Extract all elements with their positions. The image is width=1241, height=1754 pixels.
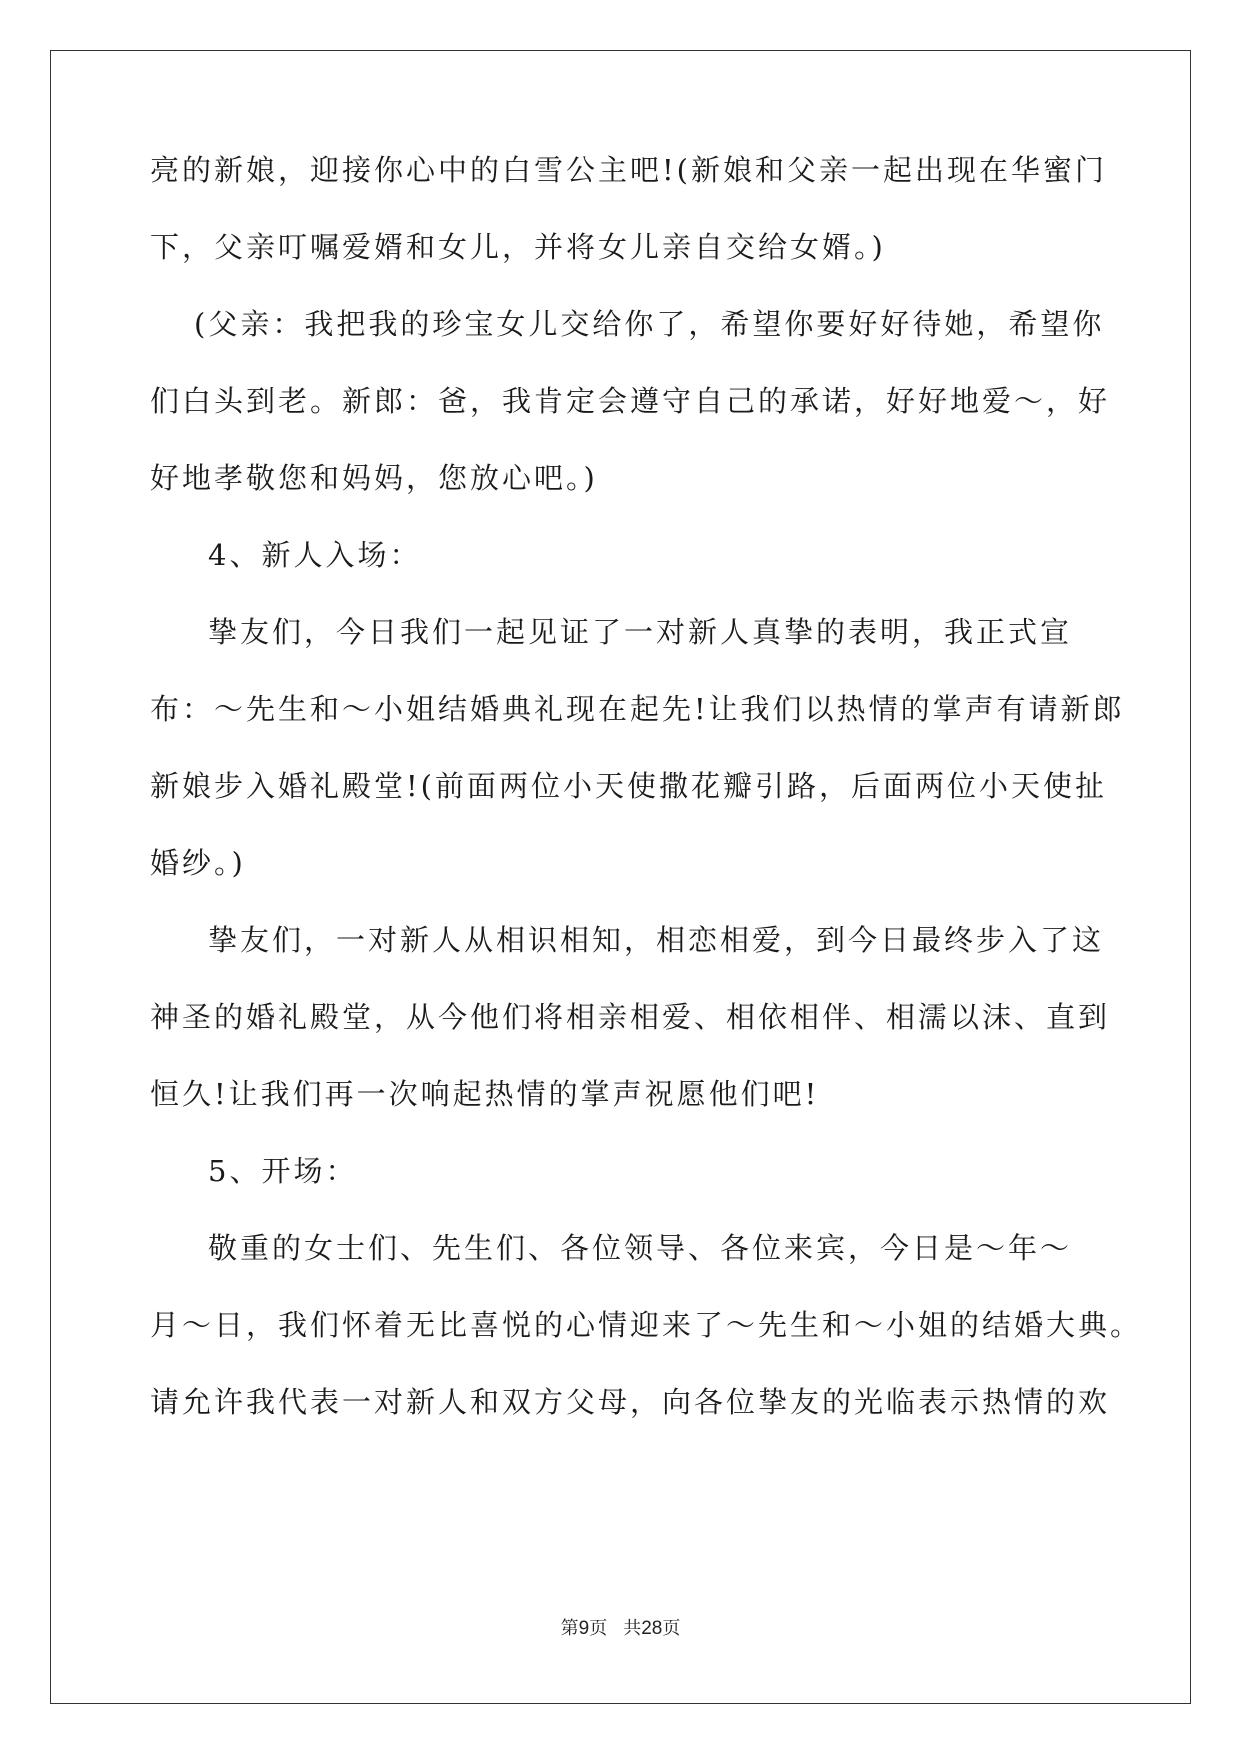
text-line: (父亲：我把我的珍宝女儿交给你了，希望你要好好待她，希望你	[194, 307, 1105, 341]
text-line: 挚友们，一对新人从相识相知，相恋相爱，到今日最终步入了这	[208, 923, 1105, 957]
text-line: 们白头到老。新郎：爸，我肯定会遵守自己的承诺，好好地爱～，好	[150, 384, 1111, 418]
text-line: 下，父亲叮嘱爱婿和女儿，并将女儿亲自交给女婿。)	[150, 230, 886, 264]
text-line: 布：～先生和～小姐结婚典礼现在起先!让我们以热情的掌声有请新郎	[150, 692, 1125, 726]
page-total: 28	[641, 1618, 663, 1639]
total-suffix: 页	[662, 1618, 681, 1639]
page-suffix: 页	[589, 1618, 608, 1639]
text-line: 敬重的女士们、先生们、各位领导、各位来宾，今日是～年～	[208, 1231, 1073, 1265]
text-line: 婚纱。)	[150, 846, 246, 880]
text-line: 月～日，我们怀着无比喜悦的心情迎来了～先生和～小姐的结婚大典。	[150, 1308, 1143, 1342]
section-heading: 5、开场：	[208, 1154, 358, 1188]
text-line: 请允许我代表一对新人和双方父母，向各位挚友的光临表示热情的欢	[150, 1385, 1111, 1419]
page-number: 9	[578, 1618, 590, 1639]
page-footer	[0, 1614, 1241, 1640]
text-line: 挚友们，今日我们一起见证了一对新人真挚的表明，我正式宣	[208, 615, 1073, 649]
text-line: 神圣的婚礼殿堂，从今他们将相亲相爱、相依相伴、相濡以沫、直到	[150, 1000, 1111, 1034]
section-heading: 4、新人入场：	[208, 538, 422, 572]
page-prefix: 第	[560, 1618, 579, 1639]
text-line: 恒久!让我们再一次响起热情的掌声祝愿他们吧!	[150, 1077, 820, 1111]
text-line: 亮的新娘，迎接你心中的白雪公主吧!(新娘和父亲一起出现在华蜜门	[150, 153, 1107, 187]
total-prefix: 共	[623, 1618, 642, 1639]
text-line: 好地孝敬您和妈妈，您放心吧。)	[150, 461, 598, 495]
text-line: 新娘步入婚礼殿堂!(前面两位小天使撒花瓣引路，后面两位小天使扯	[150, 769, 1107, 803]
